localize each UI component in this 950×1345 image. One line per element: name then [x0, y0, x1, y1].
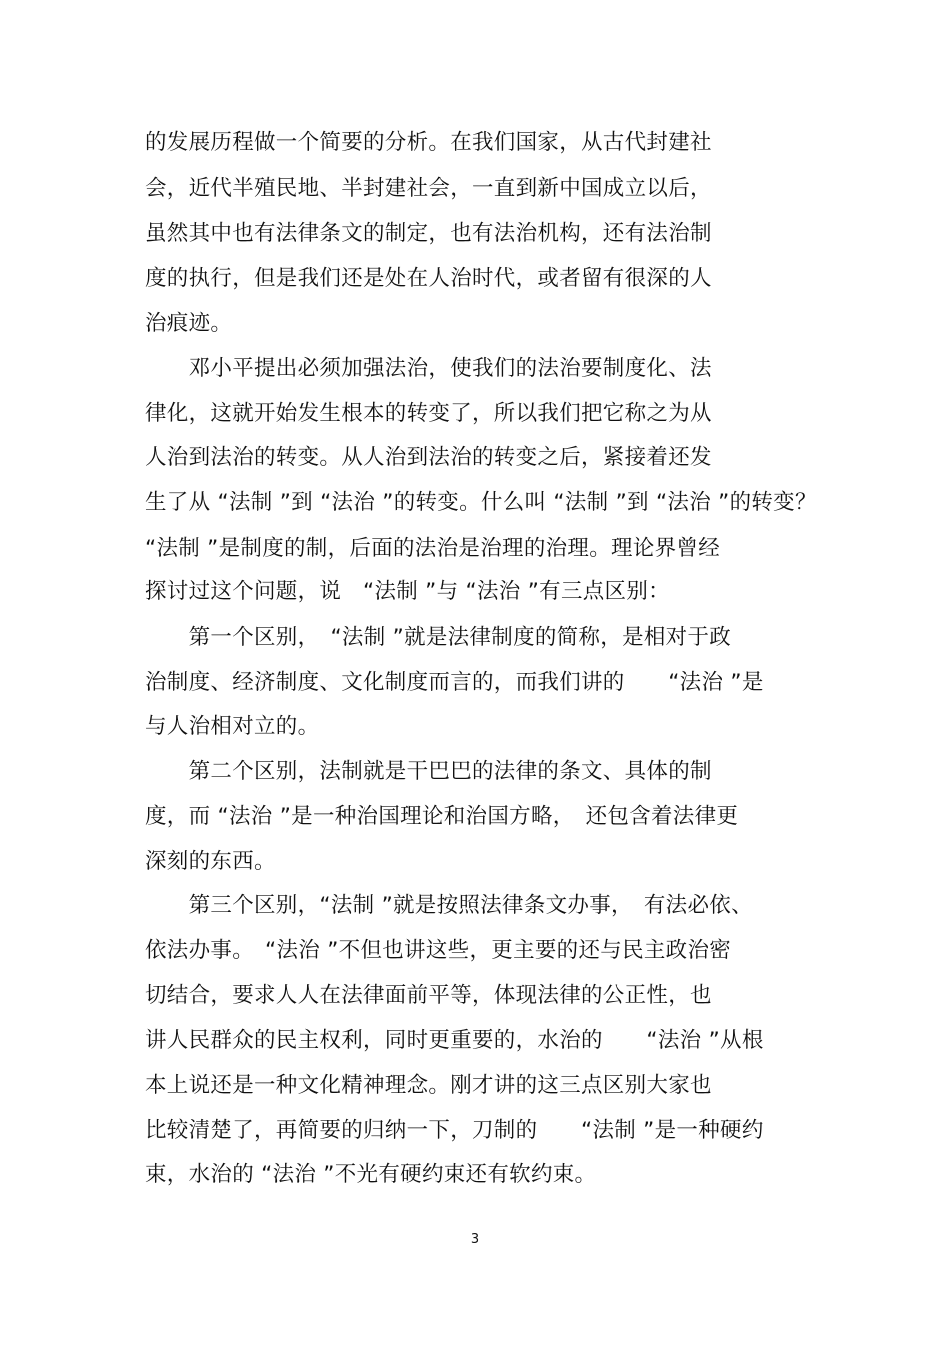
text-line: 本上说还是一种文化精神理念。刚才讲的这三点区别大家也	[145, 1073, 712, 1098]
text-line: 治制度、经济制度、文化制度而言的，而我们讲的 “法治 ”是	[145, 670, 764, 695]
text-line: 治痕迹。	[145, 311, 233, 336]
text-line: 度，而 “法治 ”是一种治国理论和治国方略， 还包含着法律更	[145, 804, 739, 829]
text-line: 律化，这就开始发生根本的转变了，所以我们把它称之为从	[145, 401, 712, 426]
text-line: 依法办事。 “法治 ”不但也讲这些，更主要的还与民主政治密	[145, 938, 732, 963]
text-line: 的发展历程做一个简要的分析。在我们国家，从古代封建社	[145, 130, 712, 155]
text-line: 生了从 “法制 ”到 “法治 ”的转变。什么叫 “法制 ”到 “法治 ”的转变？	[145, 490, 817, 515]
text-line: 第一个区别， “法制 ”就是法律制度的简称，是相对于政	[145, 625, 732, 650]
text-line: 束，水治的 “法治 ”不光有硬约束还有软约束。	[145, 1162, 597, 1187]
text-line: 比较清楚了，再简要的归纳一下，刀制的 “法制 ”是一种硬约	[145, 1118, 764, 1143]
text-line: 虽然其中也有法律条文的制定，也有法治机构，还有法治制	[145, 221, 712, 246]
text-line: 人治到法治的转变。从人治到法治的转变之后，紧接着还发	[145, 445, 712, 470]
text-line: 探讨过这个问题，说 “法制 ”与 “法治 ”有三点区别：	[145, 579, 670, 604]
text-line: “法制 ”是制度的制，后面的法治是治理的治理。理论界曾经	[145, 536, 721, 561]
text-line: 会，近代半殖民地、半封建社会，一直到新中国成立以后，	[145, 176, 712, 201]
page-number: 3	[470, 1232, 480, 1247]
text-line: 深刻的东西。	[145, 849, 276, 874]
text-line: 与人治相对立的。	[145, 714, 320, 739]
text-line: 邓小平提出必须加强法治，使我们的法治要制度化、法	[145, 356, 712, 381]
text-line: 讲人民群众的民主权利，同时更重要的，水治的 “法治 ”从根	[145, 1028, 764, 1053]
text-line: 第三个区别，“法制 ”就是按照法律条文办事， 有法必依、	[145, 893, 753, 918]
text-line: 度的执行，但是我们还是处在人治时代，或者留有很深的人	[145, 266, 712, 291]
text-line: 切结合，要求人人在法律面前平等，体现法律的公正性，也	[145, 983, 712, 1008]
text-line: 第二个区别，法制就是干巴巴的法律的条文、具体的制	[145, 759, 712, 784]
